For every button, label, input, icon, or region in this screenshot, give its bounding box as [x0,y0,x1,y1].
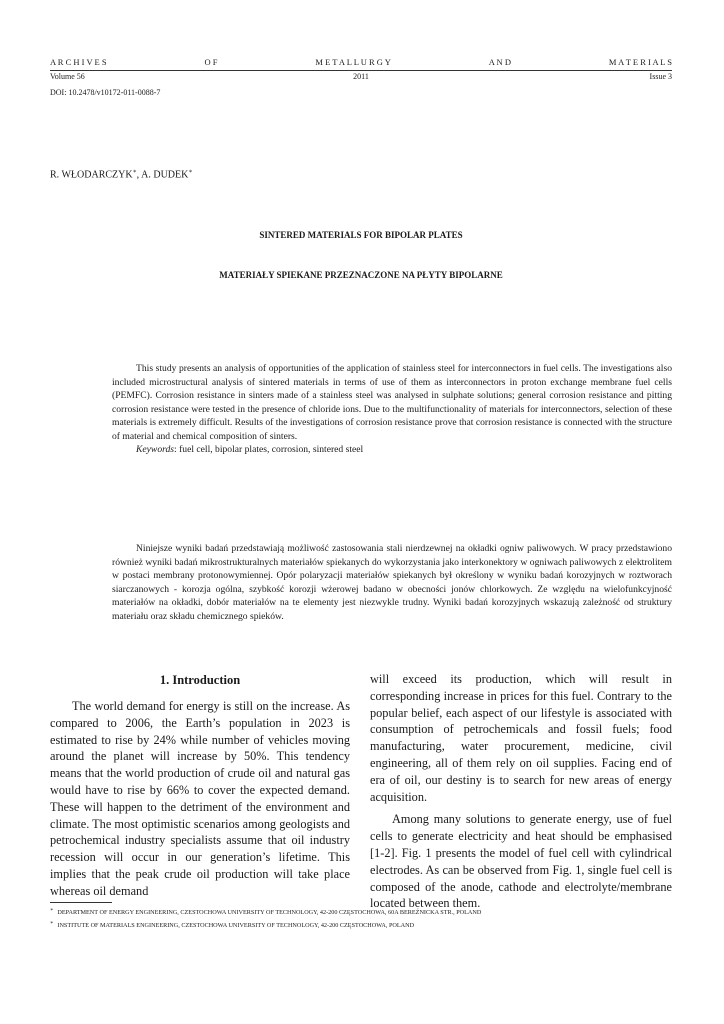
footnote-rule [50,902,112,903]
section-heading: 1. Introduction [159,673,241,687]
author-name: R. WŁODARCZYK [50,169,133,181]
paper-title-english: SINTERED MATERIALS FOR BIPOLAR PLATES [259,230,463,240]
issue-label: Issue 3 [649,72,672,81]
authors [50,168,192,180]
right-column [370,671,672,912]
abstract-english [112,362,672,457]
footnote-affiliation-1 [50,907,481,917]
body-paragraph: The world demand for energy is still on the increase. As compared to 2006, the Earth’s population in 2023 is estimated to rise by 24% while number of vehicles moving around the planet will increase by 50%. This tendency means that the world production of crude oil and natural gas would have to rise by 66% to cover the expected demand. These will happen to the detriment of the environment and climate. The most optimistic scenarios among geologists and petrochemical industry specialists assume that oil industry recession will occur in our generation’s lifetime. This implies that the peak crude oil production will take place whereas oil demand [50,699,350,898]
keywords [112,443,672,457]
journal-word: M A T E R I A L S [608,57,672,67]
header-rule [50,70,672,71]
footnote-mark: ∗ [50,921,54,926]
paper-page [50,0,674,1024]
journal-word: A N D [488,57,511,67]
footnote-mark: ∗ [50,908,54,913]
journal-word: M E T A L L U R G Y [315,57,391,67]
affiliation-mark: ∗ [132,169,137,175]
author-separator: , [136,169,142,181]
journal-name [50,57,672,67]
abstract-polish [112,542,672,623]
left-column [50,673,350,900]
abstract-text: Niniejsze wyniki badań przedstawiają możliwość zastosowania stali nierdzewnej na okładki ogniw paliwowych. W pracy przedstawiono również wyniki badań mikrostrukturalnych materiałów spiekanych do wykorzystania jako interkonektory w ogniwach paliwowych z elektrolitem w postaci membrany protonowymiennej. Opór polaryzacji materiałów spiekanych był określony w wyniku badań korozyjnych w roztworach siarczanowych - korozja ogólna, szybkość korozji wżerowej badano w obecności jonów chlorkowych. Ze względu na wielofunkcyjność materiałów na okładki, dobór materiałów na te elementy jest niezwykle trudny. Wyniki badań korozyjnych wskazują zależność od struktury materiału oraz składu chemicznego spieków. [112,543,672,622]
keywords-list: : fuel cell, bipolar plates, corrosion, sintered steel [174,444,364,455]
body-paragraph: Among many solutions to generate energy, use of fuel cells to generate electricity and heat should be emphasised [1-2]. Fig. 1 presents the model of fuel cell with cylindrical electrodes. As can be observed from Fig. 1, single fuel cell is composed of the anode, cathode and electrolyte/membrane located between them. [370,812,672,911]
author-name: A. DUDEK [141,169,189,181]
journal-word: O F [204,57,218,67]
body-paragraph: will exceed its production, which will result in corresponding increase in prices for this fuel. Contrary to the popular belief, each aspect of our lifestyle is associated with consumption of petrochemicals and fossil fuels; food manufacturing, water procurement, medicine, civil engineering, all of them rely on oil supplies. Facing end of era of oil, our destiny is to search for new areas of energy acquisition. [370,672,672,804]
footnote-text: INSTITUTE OF MATERIALS ENGINEERING, CZESTOCHOWA UNIVERSITY OF TECHNOLOGY, 42-200 CZĘSTOCHOWA, POLAND [57,922,415,930]
affiliation-mark: ∗ [188,169,193,175]
footnote-text: DEPARTMENT OF ENERGY ENGINEERING, CZESTOCHOWA UNIVERSITY OF TECHNOLOGY, 42-200 CZĘSTOCHOWA, 60A BEREŹNICKA STR., POLAND [57,909,482,917]
keywords-label: Keywords [136,444,175,455]
volume-label: Volume 56 [50,72,85,81]
year-label: 2011 [353,72,369,81]
abstract-text: This study presents an analysis of opportunities of the application of stainless steel for interconnectors in fuel cells. The investigations also included microstructural analysis of sintered materials in terms of use of them as interconnectors in proton exchange membrane fuel cells (PEMFC). Corrosion resistance in sinters made of a stainless steel was analysed in sulphate solutions; general corrosion resistance and pitting corrosion resistance were tested in the presence of chloride ions. Due to the multifunctionality of materials for interconnectors, selection of these materials is extremely difficult. Results of the investigations of corrosion resistance prove that corrosion resistance is connected with the structure of material and chemical composition of sinters. [112,363,672,442]
doi: DOI: 10.2478/v10172-011-0088-7 [50,88,161,97]
footnote-affiliation-2 [50,920,414,930]
journal-word: A R C H I V E S [50,57,107,67]
paper-title-polish: MATERIAŁY SPIEKANE PRZEZNACZONE NA PŁYTY BIPOLARNE [219,270,503,280]
